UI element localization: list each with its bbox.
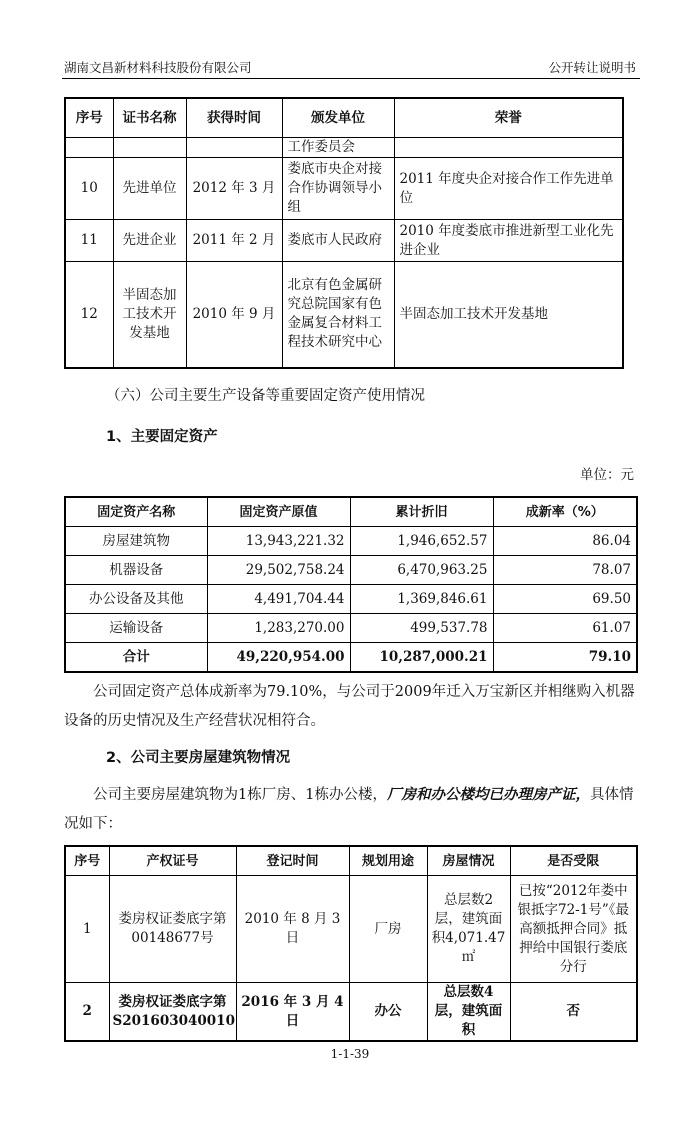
property-header-cert: 产权证号 — [109, 846, 236, 876]
table-row — [65, 138, 623, 158]
cell-empty — [65, 138, 113, 158]
cell-issuer: 娄底市央企对接合作协调领导小组 — [282, 158, 394, 220]
buildings-tail: 具体情况如下： — [64, 787, 634, 832]
cell-cert-no: 娄房权证娄底字第00148677号 — [109, 876, 236, 983]
header-doc-type: 公开转让说明书 — [548, 60, 636, 75]
cell-reg-date: 2010 年 8 月 3 日 — [236, 876, 349, 983]
honors-table — [64, 97, 624, 369]
property-header-date: 登记时间 — [236, 846, 349, 876]
cell-condition: 总层数4层，建筑面积 — [427, 983, 510, 1042]
cell-asset-name: 机器设备 — [65, 556, 207, 585]
cell-no: 12 — [65, 262, 113, 368]
cell-no: 1 — [65, 876, 109, 983]
cell-asset-name: 办公设备及其他 — [65, 585, 207, 614]
cell-cert: 先进单位 — [113, 158, 186, 220]
cell-total-rate: 79.10 — [493, 643, 637, 673]
cell-asset-name: 房屋建筑物 — [65, 527, 207, 556]
property-header-row — [65, 846, 637, 876]
property-header-limit: 是否受限 — [510, 846, 637, 876]
cell-no: 2 — [65, 983, 109, 1042]
table-row — [65, 614, 637, 643]
table-row — [65, 527, 637, 556]
cell-issuer: 工作委员会 — [282, 138, 394, 158]
assets-header-dep: 累计折旧 — [350, 497, 493, 527]
cell-issuer: 娄底市人民政府 — [282, 220, 394, 262]
cell-date: 2012 年 3 月 — [186, 158, 282, 220]
buildings-emphasis: 厂房和办公楼均已办理房产证， — [386, 786, 590, 803]
cell-honor: 2011 年度央企对接合作工作先进单位 — [394, 158, 623, 220]
cell-total-label: 合计 — [65, 643, 207, 673]
cell-empty — [113, 138, 186, 158]
cell-reg-date: 2016 年 3 月 4 日 — [236, 983, 349, 1042]
cell-no: 11 — [65, 220, 113, 262]
table-row — [65, 983, 637, 1042]
cell-newness-rate: 69.50 — [493, 585, 637, 614]
cell-date: 2010 年 9 月 — [186, 262, 282, 368]
cell-condition: 总层数2层，建筑面积4,071.47㎡ — [427, 876, 510, 983]
cell-restriction: 已按“2012年娄中银抵字72-1号”《最高额抵押合同》抵押给中国银行娄底分行 — [510, 876, 637, 983]
cell-newness-rate: 61.07 — [493, 614, 637, 643]
cell-original-value: 1,283,270.00 — [207, 614, 350, 643]
assets-header-rate: 成新率（%） — [493, 497, 637, 527]
cell-original-value: 4,491,704.44 — [207, 585, 350, 614]
cell-use: 办公 — [349, 983, 427, 1042]
page-number: 1-1-39 — [330, 1047, 370, 1061]
paragraph-buildings — [64, 780, 636, 839]
honors-header-honor: 荣誉 — [394, 98, 623, 138]
cell-depreciation: 499,537.78 — [350, 614, 493, 643]
cell-honor: 2010 年度娄底市推进新型工业化先进企业 — [394, 220, 623, 262]
cell-depreciation: 6,470,963.25 — [350, 556, 493, 585]
property-header-cond: 房屋情况 — [427, 846, 510, 876]
cell-no: 10 — [65, 158, 113, 220]
table-row — [65, 585, 637, 614]
section-6-title: （六）公司主要生产设备等重要固定资产使用情况 — [106, 388, 425, 404]
honors-header-issuer: 颁发单位 — [282, 98, 394, 138]
table-row — [65, 158, 623, 220]
property-header-no: 序号 — [65, 846, 109, 876]
cell-original-value: 13,943,221.32 — [207, 527, 350, 556]
cell-use: 厂房 — [349, 876, 427, 983]
header-divider — [62, 78, 640, 79]
cell-honor: 半固态加工技术开发基地 — [394, 262, 623, 368]
cell-depreciation: 1,369,846.61 — [350, 585, 493, 614]
assets-header-name: 固定资产名称 — [65, 497, 207, 527]
table-row — [65, 262, 623, 368]
cell-cert: 半固态加工技术开发基地 — [113, 262, 186, 368]
cell-total-depreciation: 10,287,000.21 — [350, 643, 493, 673]
honors-header-date: 获得时间 — [186, 98, 282, 138]
cell-depreciation: 1,946,652.57 — [350, 527, 493, 556]
cell-date: 2011 年 2 月 — [186, 220, 282, 262]
property-header-use: 规划用途 — [349, 846, 427, 876]
assets-total-row — [65, 643, 637, 673]
cell-newness-rate: 78.07 — [493, 556, 637, 585]
cell-empty — [394, 138, 623, 158]
property-table — [64, 845, 638, 1042]
cell-issuer: 北京有色金属研究总院国家有色金属复合材料工程技术研究中心 — [282, 262, 394, 368]
table-row — [65, 876, 637, 983]
cell-total-original: 49,220,954.00 — [207, 643, 350, 673]
cell-original-value: 29,502,758.24 — [207, 556, 350, 585]
honors-header-cert: 证书名称 — [113, 98, 186, 138]
buildings-text: 公司主要房屋建筑物为1栋厂房、1栋办公楼， — [93, 787, 387, 803]
unit-label: 单位：元 — [580, 467, 634, 483]
honors-header-row — [65, 98, 623, 138]
header-company: 湖南文昌新材料科技股份有限公司 — [64, 60, 252, 75]
table-row — [65, 556, 637, 585]
honors-header-no: 序号 — [65, 98, 113, 138]
subsection-2-title: 2、公司主要房屋建筑物情况 — [106, 750, 291, 766]
subsection-1-title: 1、主要固定资产 — [106, 429, 218, 445]
cell-newness-rate: 86.04 — [493, 527, 637, 556]
cell-cert-no: 娄房权证娄底字第S201603040010 — [109, 983, 236, 1042]
cell-cert: 先进企业 — [113, 220, 186, 262]
fixed-assets-table — [64, 496, 638, 673]
paragraph-asset-summary: 公司固定资产总体成新率为79.10%，与公司于2009年迁入万宝新区并相继购入机器设备的历史情况及生产经营状况相符合。 — [64, 684, 635, 729]
assets-header-orig: 固定资产原值 — [207, 497, 350, 527]
table-row — [65, 220, 623, 262]
cell-restriction: 否 — [510, 983, 637, 1042]
cell-empty — [186, 138, 282, 158]
cell-asset-name: 运输设备 — [65, 614, 207, 643]
assets-header-row — [65, 497, 637, 527]
